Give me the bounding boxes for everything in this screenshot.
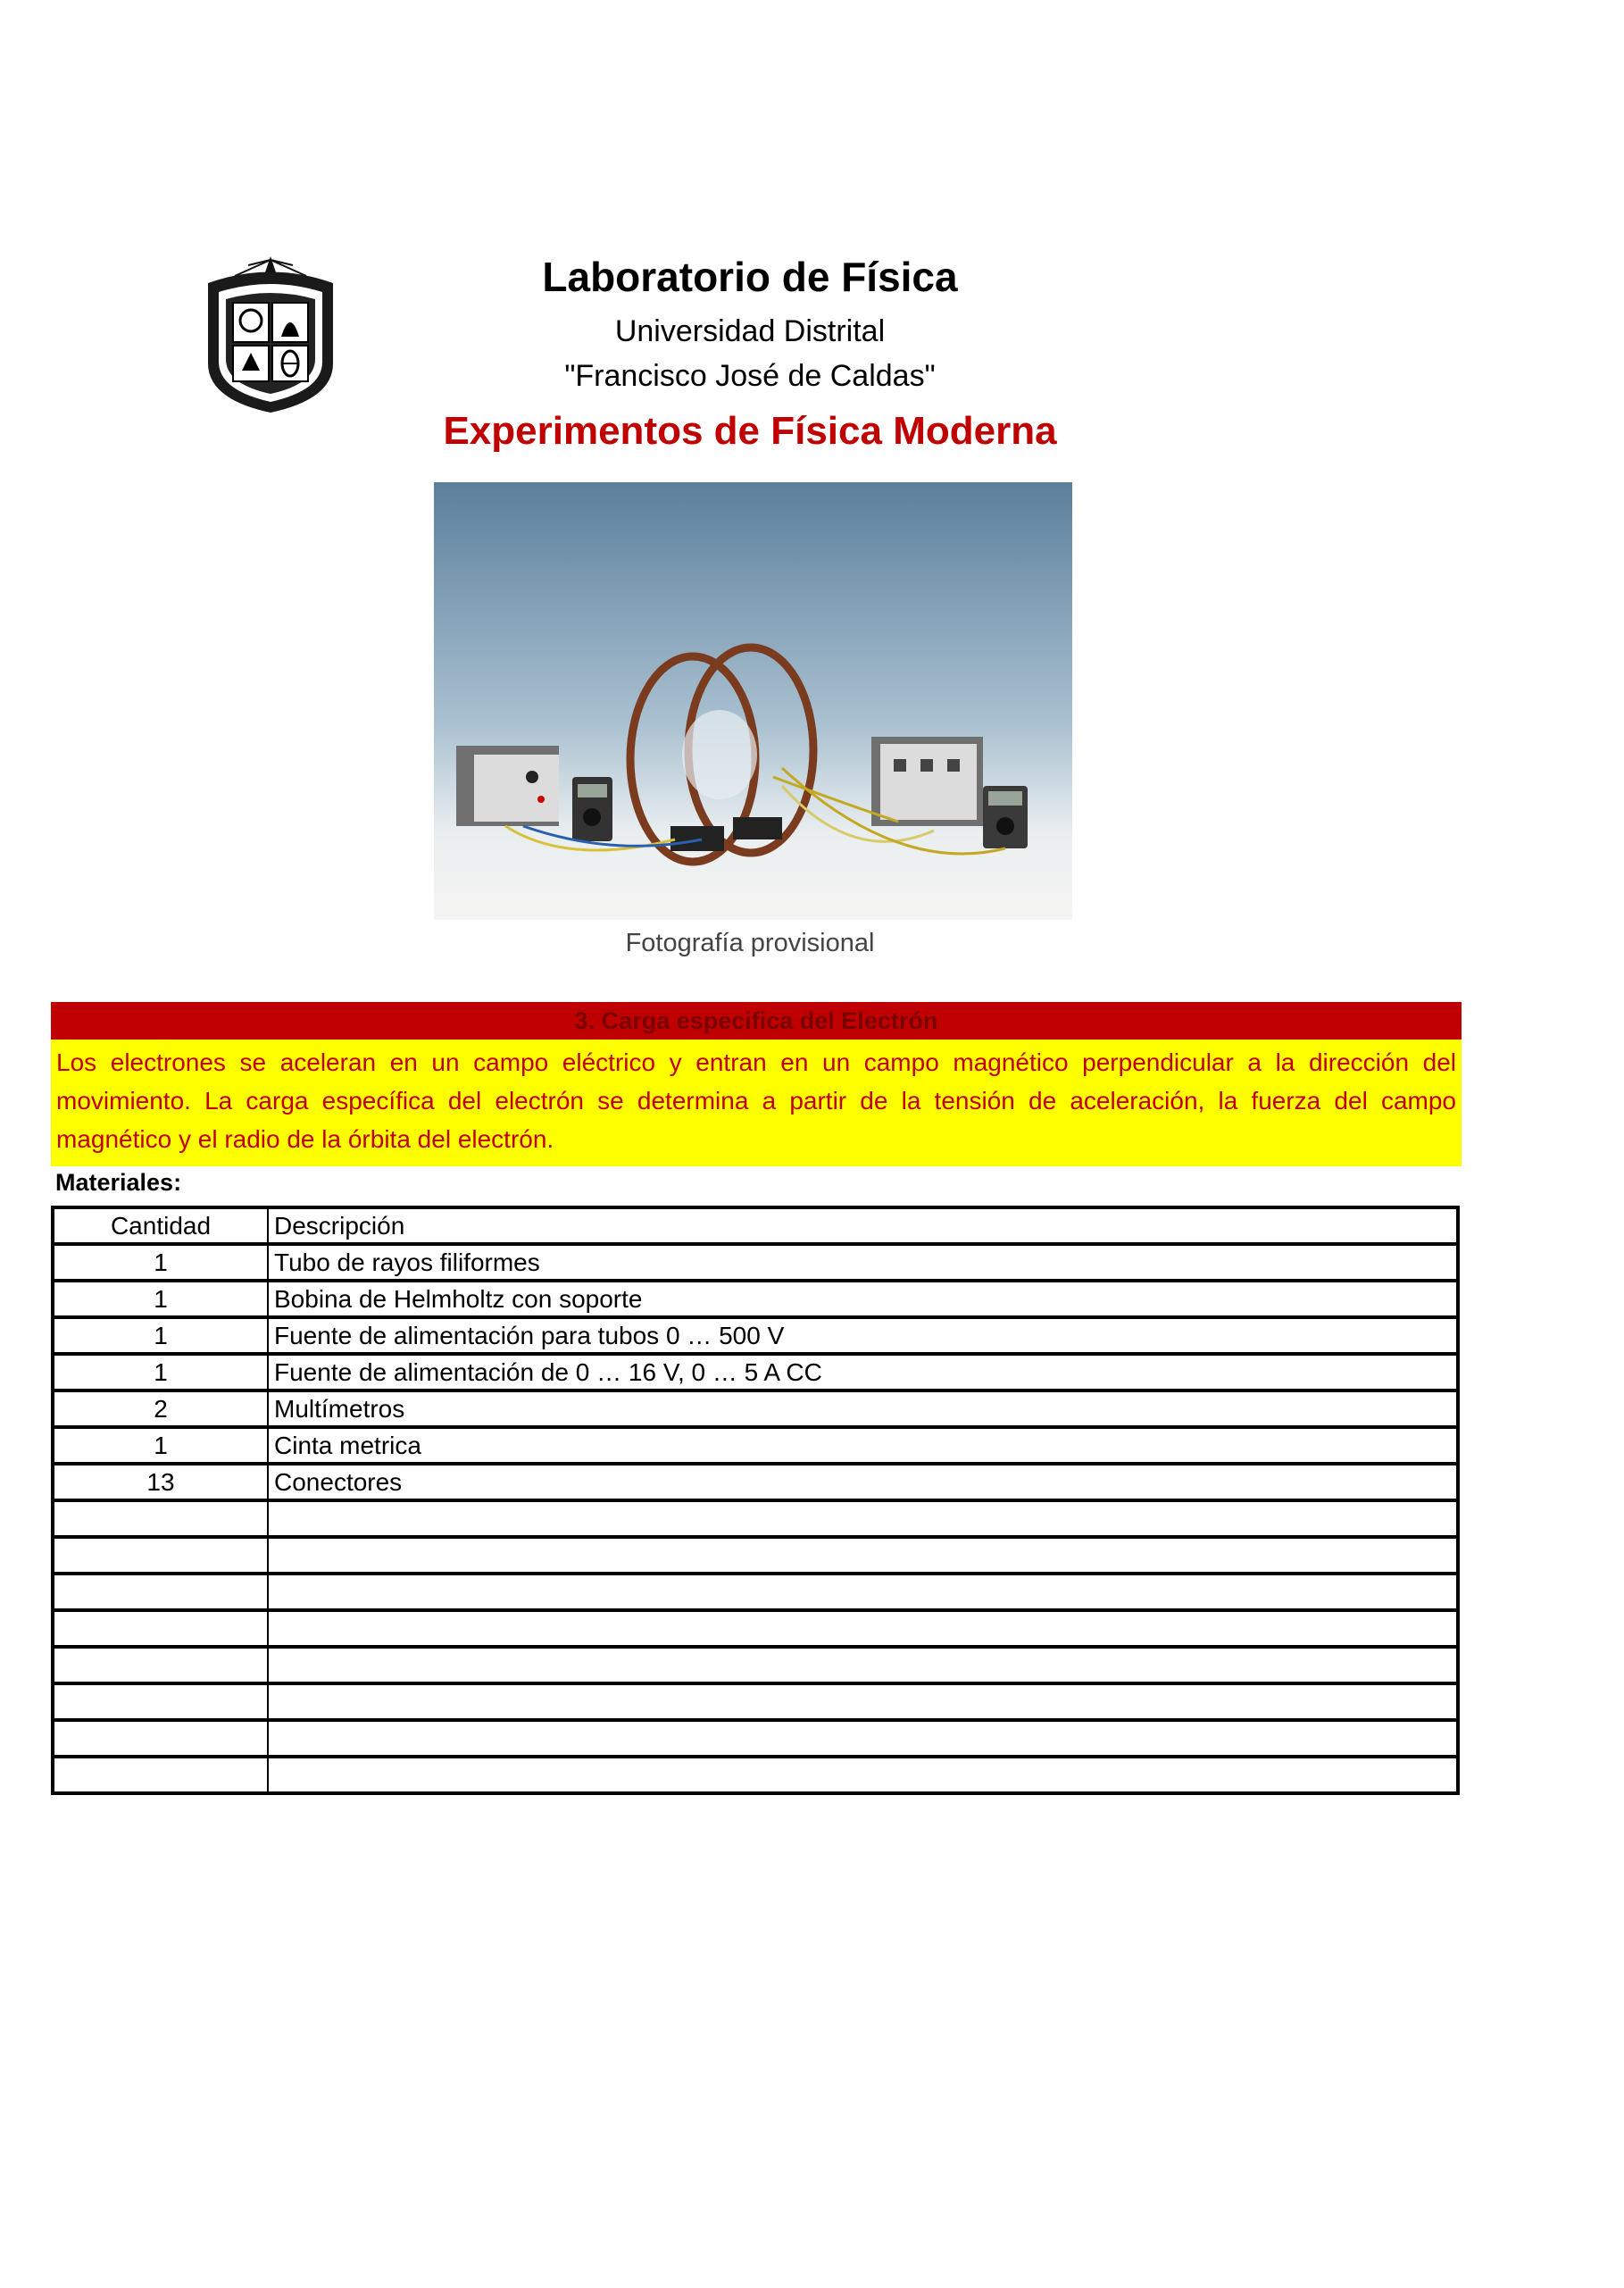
page-subtitle: Experimentos de Física Moderna — [443, 409, 1057, 453]
equipment-photo — [434, 482, 1072, 920]
table-row — [53, 1464, 1458, 1500]
description-cell: Cinta metrica — [268, 1427, 1458, 1464]
quantity-cell: 2 — [53, 1390, 268, 1427]
quantity-cell: 1 — [53, 1427, 268, 1464]
table-row — [53, 1281, 1458, 1317]
table-row — [53, 1720, 1458, 1757]
description-cell — [268, 1537, 1458, 1574]
table-row — [53, 1757, 1458, 1793]
description-cell — [268, 1574, 1458, 1610]
description-cell — [268, 1683, 1458, 1720]
section-description: Los electrones se aceleran en un campo eléctrico y entran en un campo magnético perpendicular a la dirección del movimiento. La carga específica del electrón se determina a partir de la tensión de aceleración, la fuerza del campo magnético y el radio de la órbita del electrón. — [51, 1040, 1462, 1166]
quantity-cell — [53, 1537, 268, 1574]
quantity-cell: 1 — [53, 1354, 268, 1390]
description-cell: Fuente de alimentación para tubos 0 … 500 V — [268, 1317, 1458, 1354]
quantity-cell — [53, 1574, 268, 1610]
table-row — [53, 1537, 1458, 1574]
table-row — [53, 1427, 1458, 1464]
description-cell: Bobina de Helmholtz con soporte — [268, 1281, 1458, 1317]
description-cell — [268, 1500, 1458, 1537]
description-cell — [268, 1720, 1458, 1757]
table-row — [53, 1244, 1458, 1281]
quantity-cell: 1 — [53, 1244, 268, 1281]
quantity-cell — [53, 1757, 268, 1793]
quantity-cell: 13 — [53, 1464, 268, 1500]
photo-caption: Fotografía provisional — [625, 929, 875, 957]
section-heading: 3. Carga especifica del Electrón — [51, 1002, 1462, 1040]
column-header-description: Descripción — [268, 1207, 1458, 1244]
description-cell: Multímetros — [268, 1390, 1458, 1427]
university-logo — [198, 256, 343, 415]
quantity-cell — [53, 1610, 268, 1647]
column-header-quantity: Cantidad — [53, 1207, 268, 1244]
quantity-cell: 1 — [53, 1281, 268, 1317]
description-cell — [268, 1610, 1458, 1647]
quantity-cell: 1 — [53, 1317, 268, 1354]
description-cell — [268, 1647, 1458, 1683]
description-cell: Tubo de rayos filiformes — [268, 1244, 1458, 1281]
table-row — [53, 1683, 1458, 1720]
quantity-cell — [53, 1500, 268, 1537]
table-row — [53, 1574, 1458, 1610]
lab-title: Laboratorio de Física — [542, 254, 958, 300]
table-row — [53, 1500, 1458, 1537]
materials-label: Materiales: — [55, 1169, 182, 1196]
university-name: "Francisco José de Caldas" — [564, 359, 936, 393]
quantity-cell — [53, 1720, 268, 1757]
table-row — [53, 1610, 1458, 1647]
table-row — [53, 1390, 1458, 1427]
description-cell — [268, 1757, 1458, 1793]
quantity-cell — [53, 1683, 268, 1720]
description-cell: Fuente de alimentación de 0 … 16 V, 0 … 5 A CC — [268, 1354, 1458, 1390]
table-row — [53, 1317, 1458, 1354]
university-label: Universidad Distrital — [614, 314, 886, 348]
table-row — [53, 1354, 1458, 1390]
materials-table — [51, 1206, 1460, 1795]
table-header-row — [53, 1207, 1458, 1244]
table-row — [53, 1647, 1458, 1683]
description-cell: Conectores — [268, 1464, 1458, 1500]
quantity-cell — [53, 1647, 268, 1683]
